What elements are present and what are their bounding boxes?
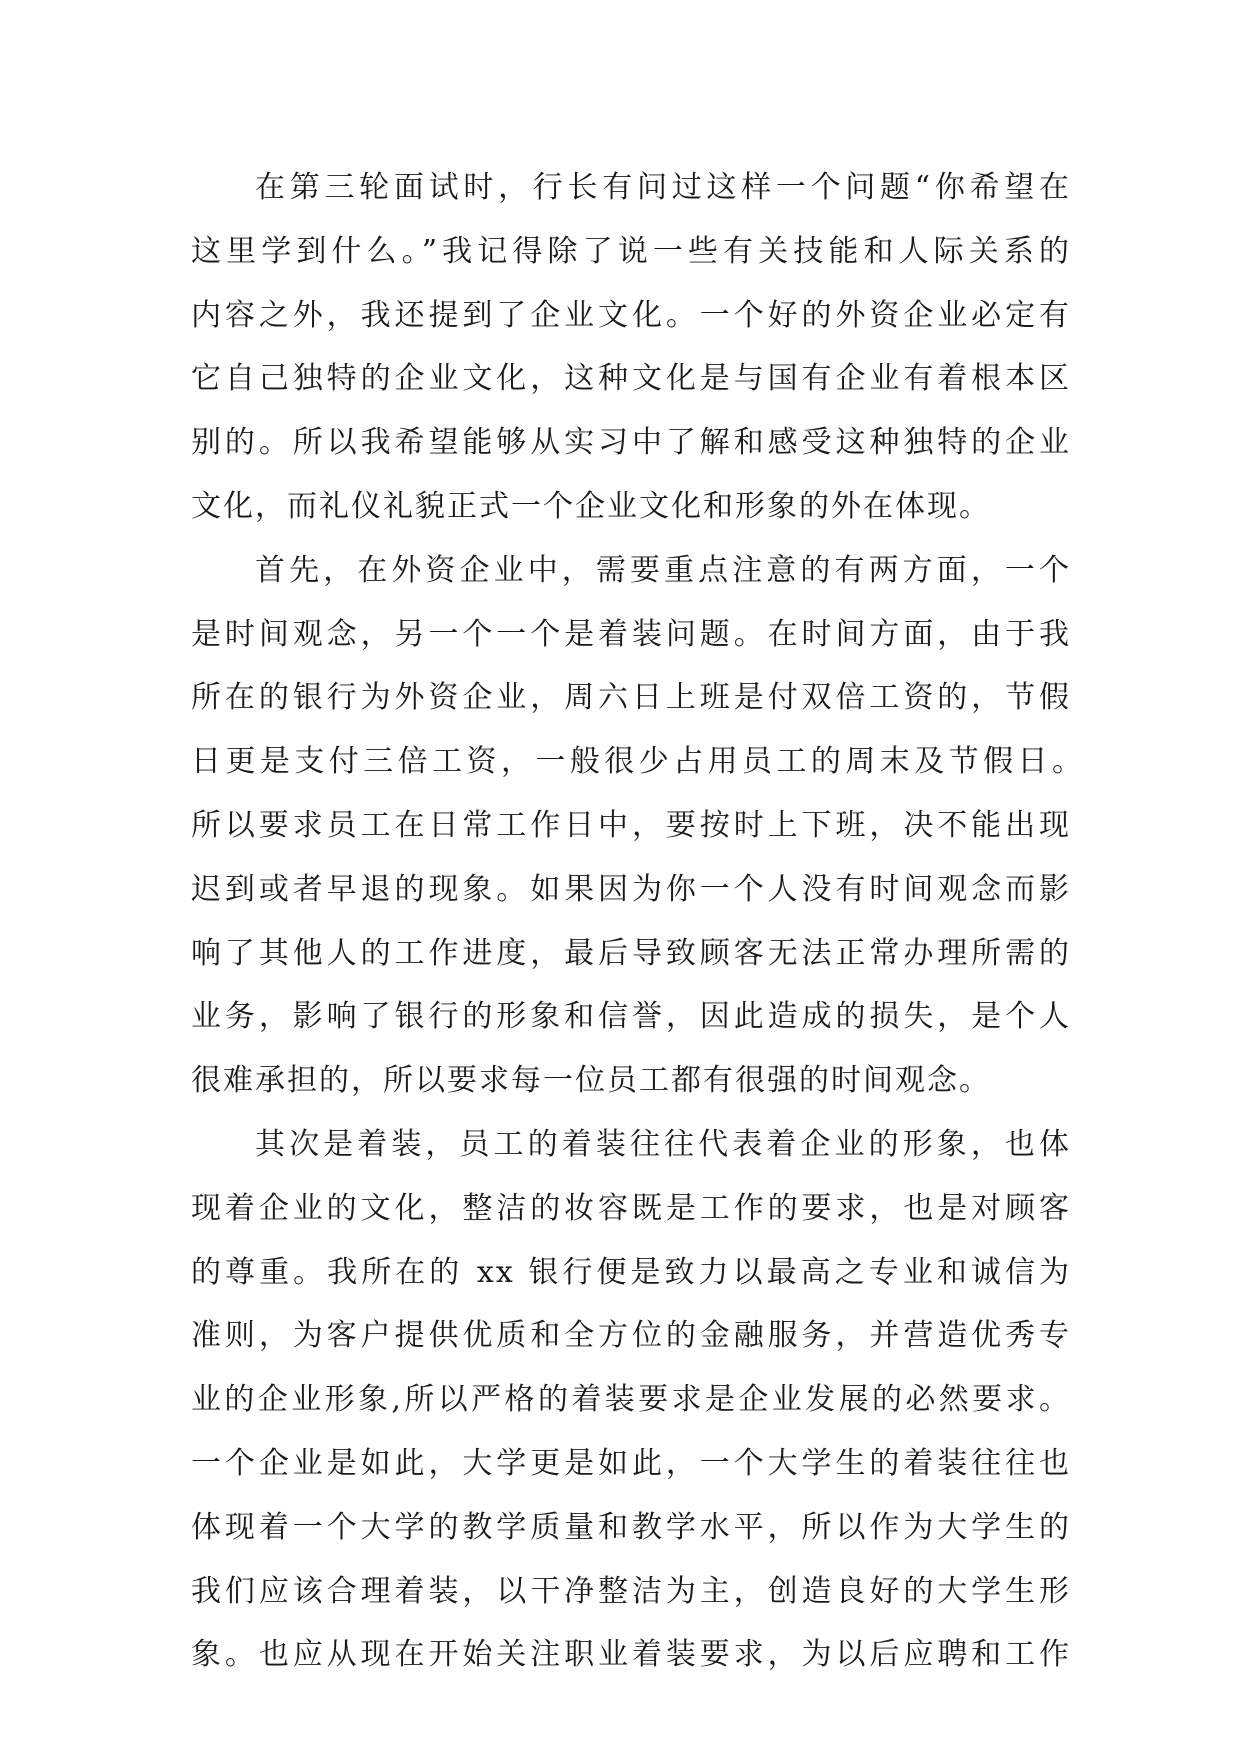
text-line: 的尊重。我所在的 xx 银行便是致力以最高之专业和诚信为 (191, 1254, 1071, 1290)
text-line: 内容之外，我还提到了企业文化。一个好的外资企业必定有 (191, 297, 1071, 333)
text-line: 是时间观念，另一个一个是着装问题。在时间方面，由于我 (191, 616, 1071, 652)
text-line: 响了其他人的工作进度，最后导致顾客无法正常办理所需的 (191, 935, 1071, 971)
text-line: 一个企业是如此，大学更是如此，一个大学生的着装往往也 (191, 1445, 1071, 1481)
text-line: 象。也应从现在开始关注职业着装要求，为以后应聘和工作 (191, 1637, 1071, 1673)
text-line: 文化，而礼仪礼貌正式一个企业文化和形象的外在体现。 (191, 488, 991, 524)
text-line: 所以要求员工在日常工作日中，要按时上下班，决不能出现 (191, 807, 1071, 843)
paragraph-dress-code (191, 1113, 1071, 1687)
text-line: 准则，为客户提供优质和全方位的金融服务，并营造优秀专 (191, 1318, 1071, 1354)
text-line: 迟到或者早退的现象。如果因为你一个人没有时间观念而影 (191, 871, 1071, 907)
text-line: 很难承担的，所以要求每一位员工都有很强的时间观念。 (191, 1063, 991, 1099)
text-line: 业务，影响了银行的形象和信誉，因此造成的损失，是个人 (191, 999, 1071, 1035)
body-text (191, 156, 1084, 1687)
paragraph-time-concept (191, 539, 1084, 1113)
text-line: 我们应该合理着装，以干净整洁为主，创造良好的大学生形 (191, 1573, 1071, 1609)
text-line: 日更是支付三倍工资，一般很少占用员工的周末及节假日。 (191, 744, 1084, 780)
text-line: 这里学到什么。”我记得除了说一些有关技能和人际关系的 (191, 233, 1071, 269)
text-line: 体现着一个大学的教学质量和教学水平，所以作为大学生的 (191, 1509, 1071, 1545)
text-line: 别的。所以我希望能够从实习中了解和感受这种独特的企业 (191, 425, 1071, 461)
text-line: 它自己独特的企业文化，这种文化是与国有企业有着根本区 (191, 361, 1071, 397)
paragraph-interview (191, 156, 1071, 539)
text-line: 首先，在外资企业中，需要重点注意的有两方面，一个 (255, 552, 1071, 588)
text-line: 业的企业形象,所以严格的着装要求是企业发展的必然要求。 (191, 1382, 1071, 1418)
text-line: 其次是着装，员工的着装往往代表着企业的形象，也体 (255, 1126, 1071, 1162)
text-line: 现着企业的文化，整洁的妆容既是工作的要求，也是对顾客 (191, 1190, 1071, 1226)
text-line: 在第三轮面试时，行长有问过这样一个问题“你希望在 (255, 170, 1071, 205)
text-line: 所在的银行为外资企业，周六日上班是付双倍工资的，节假 (191, 680, 1071, 716)
